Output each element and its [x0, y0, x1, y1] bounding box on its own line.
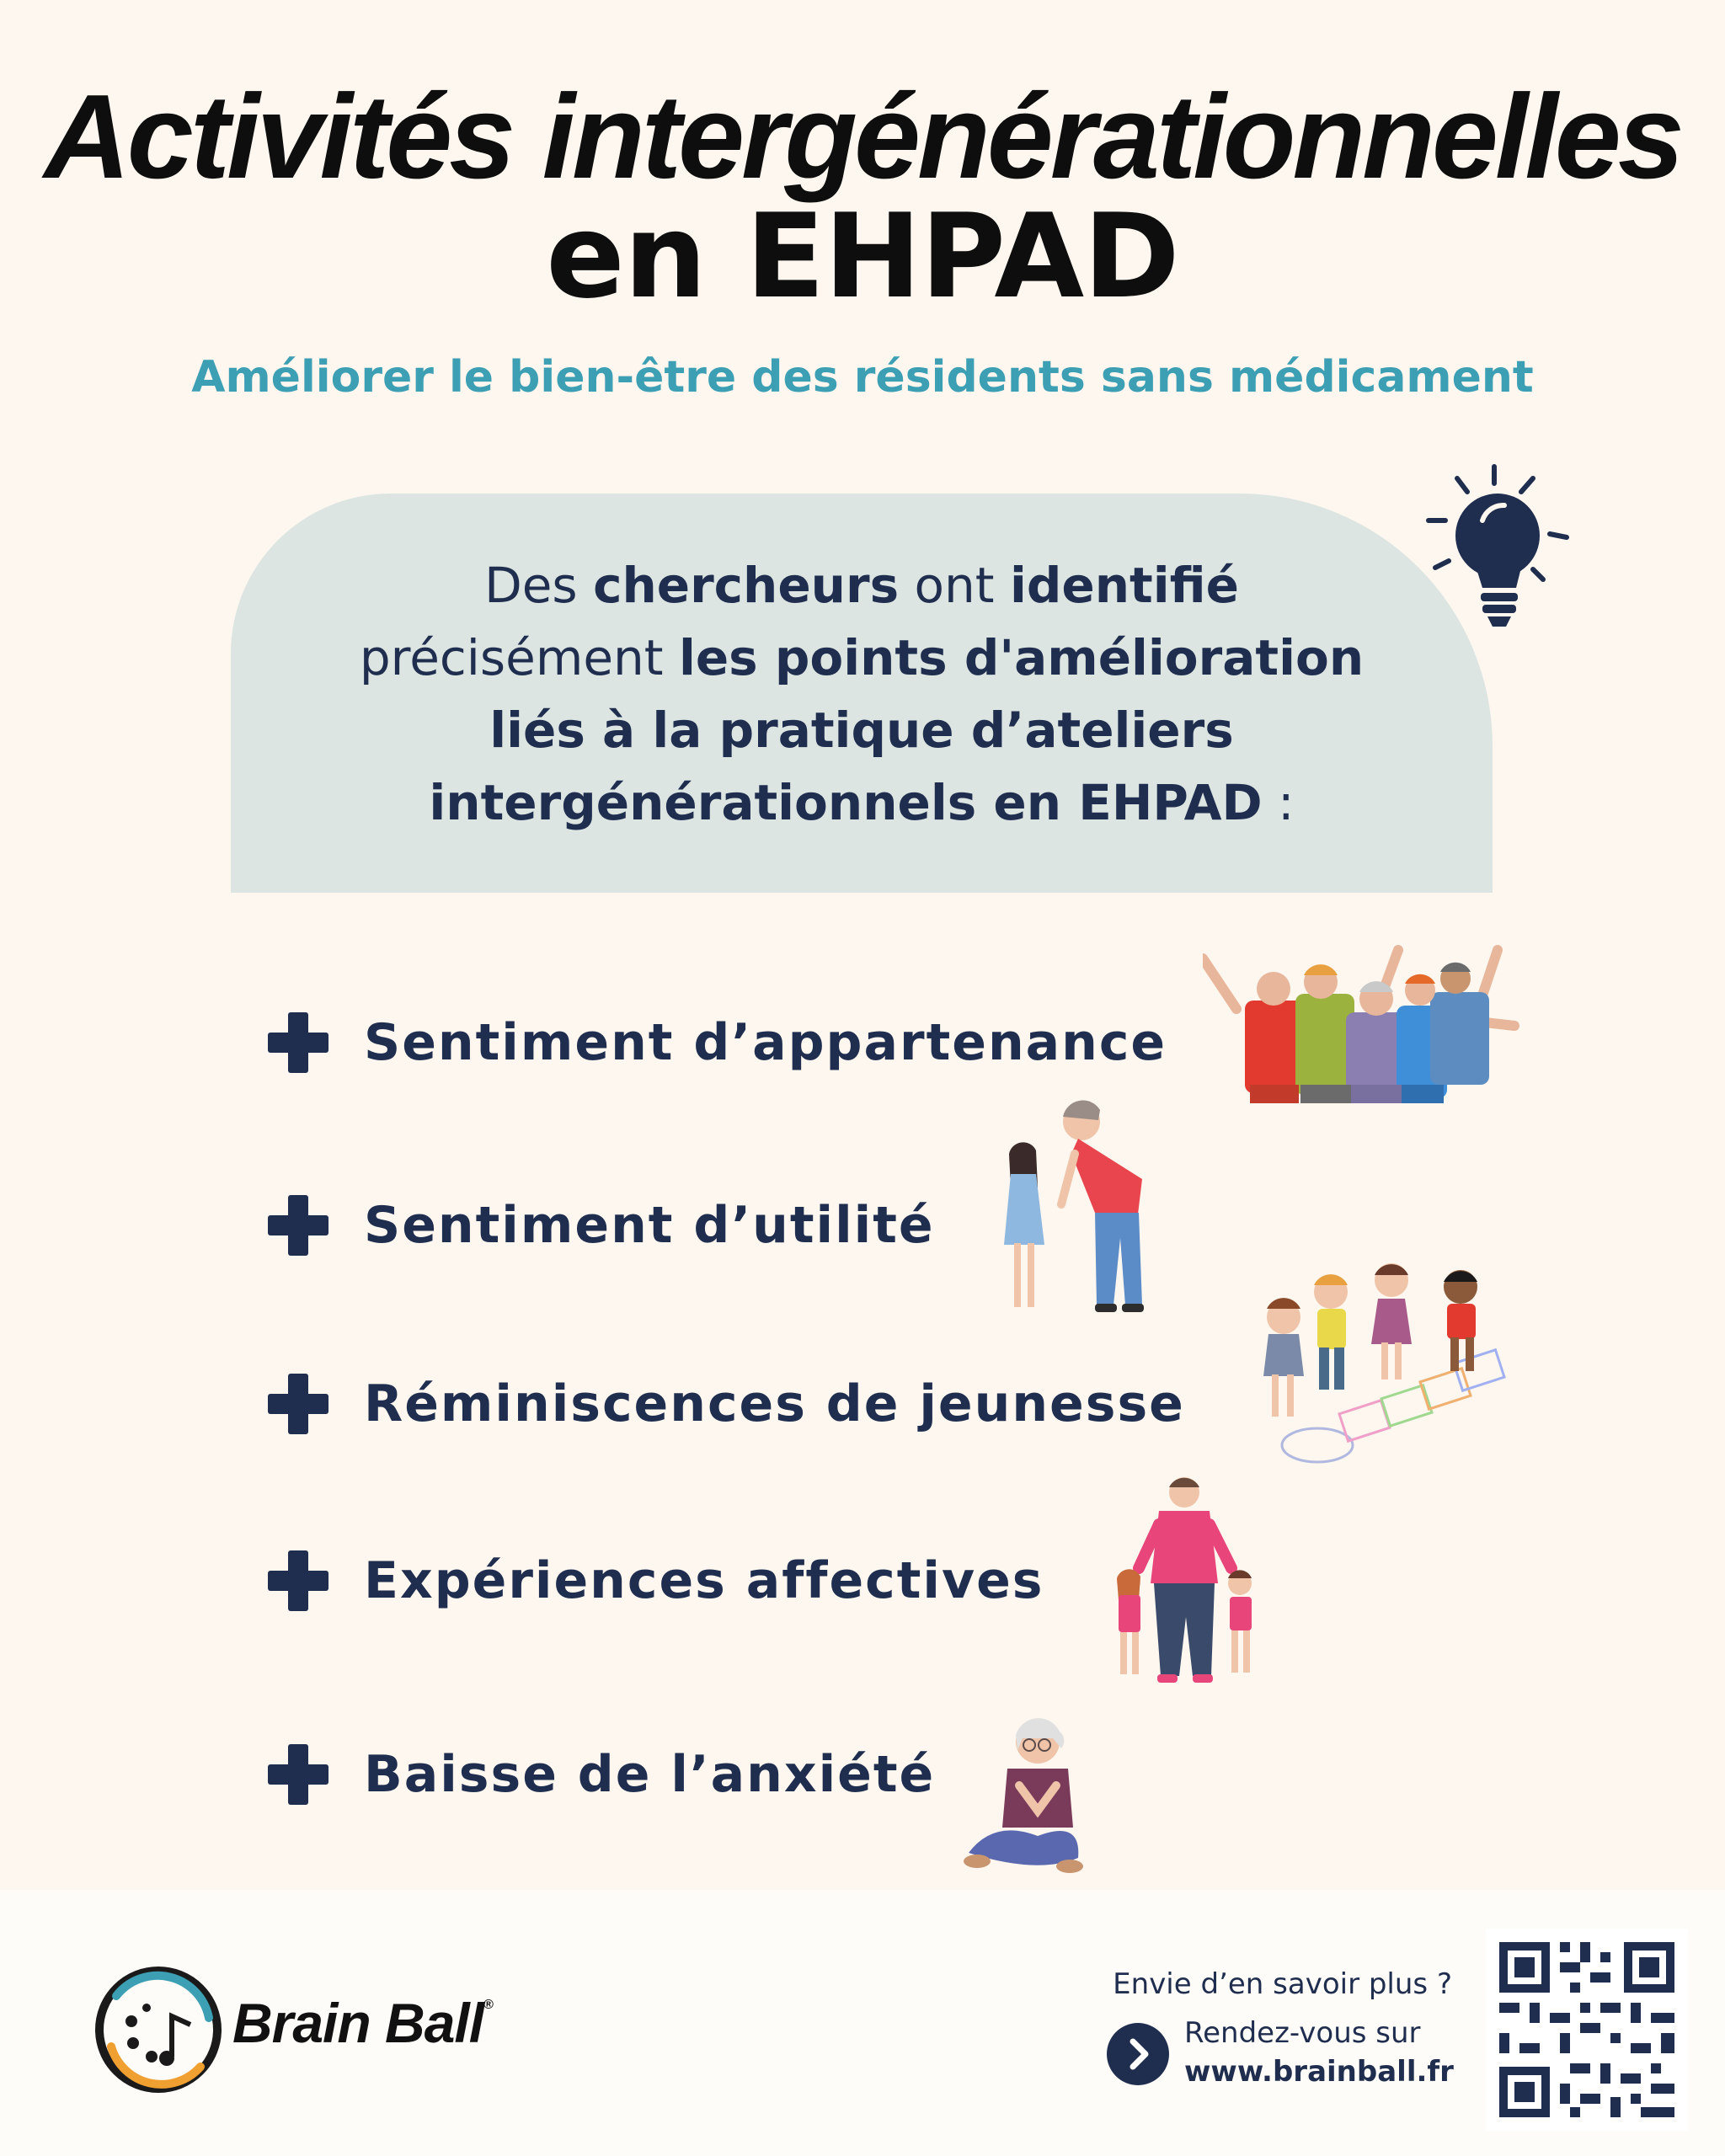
intro-text — [231, 549, 1493, 839]
qr-code-icon[interactable] — [1486, 1929, 1688, 2131]
children-playing-hopscotch-illustration — [1250, 1250, 1508, 1472]
intro-segment: liés à la pratique d’ateliers — [489, 702, 1234, 759]
plus-icon — [268, 1374, 328, 1434]
website-link[interactable]: www.brainball.fr — [1184, 2055, 1454, 2089]
benefit-label: Expériences affectives — [364, 1551, 1044, 1610]
cta-line: Rendez-vous sur — [1184, 2016, 1421, 2050]
grandparent-with-children-illustration — [1108, 1474, 1260, 1689]
plus-icon — [268, 1012, 328, 1073]
benefit-item — [268, 1366, 1185, 1442]
page-title-line2: en EHPAD — [546, 189, 1179, 324]
benefit-item — [268, 1737, 935, 1812]
brand-name — [232, 1991, 493, 2055]
intro-segment: chercheurs — [593, 557, 900, 614]
intro-segment: identifié — [1009, 557, 1239, 614]
benefit-label: Baisse de l’anxiété — [364, 1745, 936, 1804]
intro-segment: ont — [899, 557, 1010, 614]
plus-icon — [268, 1550, 328, 1611]
intro-segment: les points d'amélioration — [678, 629, 1365, 686]
meditating-senior-illustration — [960, 1710, 1087, 1878]
grandmother-and-child-illustration — [994, 1095, 1179, 1322]
intro-segment: intergénérationnels en EHPAD — [429, 774, 1263, 831]
brand-name-text: Brain Ball — [232, 1992, 484, 2054]
intro-segment: précisément — [359, 629, 679, 686]
chevron-right-icon-glyph — [1107, 2023, 1169, 2085]
intro-segment: Des — [484, 557, 594, 614]
benefit-item — [268, 1005, 1167, 1081]
lightbulb-icon — [1423, 462, 1575, 647]
intro-segment: : — [1262, 774, 1295, 831]
benefit-label: Sentiment d’utilité — [364, 1196, 935, 1255]
brain-ball-logo-icon — [91, 1962, 226, 2097]
page-title-line1: Activités intergénérationnelles — [44, 70, 1681, 204]
benefit-label: Réminiscences de jeunesse — [364, 1374, 1185, 1433]
plus-icon — [268, 1195, 328, 1256]
group-of-seniors-illustration — [1203, 942, 1519, 1110]
page-subtitle: Améliorer le bien-être des résidents sans médicament — [191, 352, 1534, 403]
benefit-item — [268, 1543, 1044, 1619]
benefit-label: Sentiment d’appartenance — [364, 1013, 1167, 1072]
chevron-right-icon[interactable] — [1107, 2023, 1169, 2085]
registered-mark-icon: ® — [483, 1998, 493, 2012]
cta-question: Envie d’en savoir plus ? — [1113, 1967, 1452, 2001]
benefit-item — [268, 1187, 935, 1263]
plus-icon — [268, 1744, 328, 1805]
